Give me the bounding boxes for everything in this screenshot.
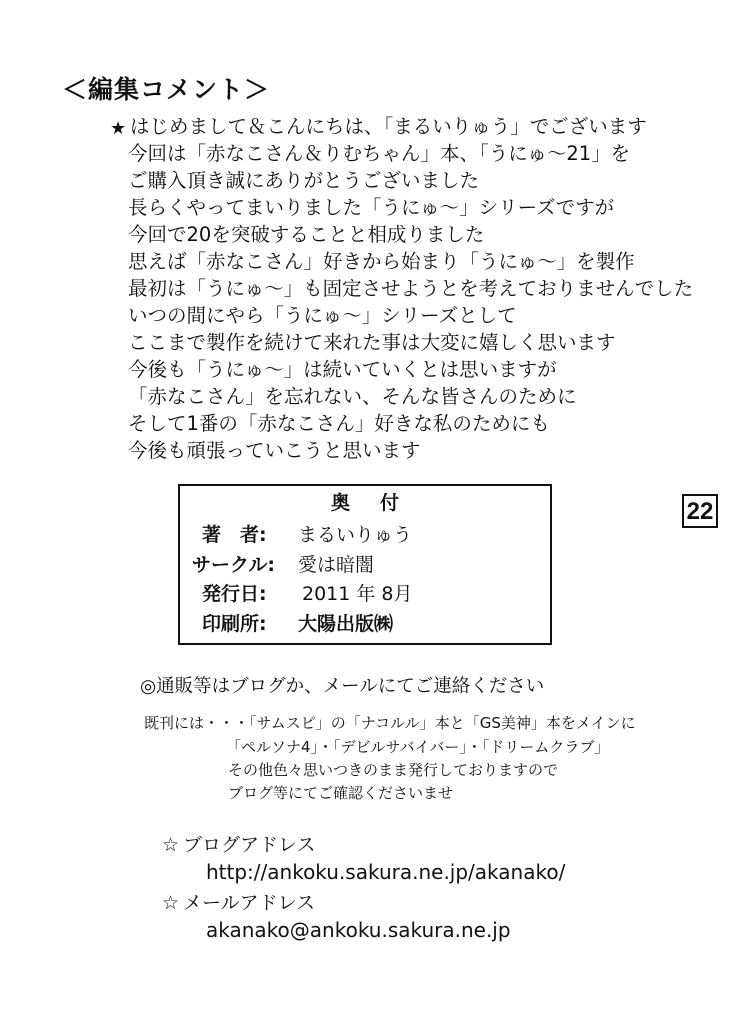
comment-line: ご購入頂き誠にありがとうございました [128,169,480,192]
page-number: 22 [682,494,718,528]
contact-note: ◎通販等はブログか、メールにてご連絡ください [140,676,545,697]
circle-value: 愛は暗闇 [298,554,375,576]
author-label: 著 者: [202,524,267,546]
comment-line: 今後も頑張っていこうと思います [128,439,421,462]
comment-line: はじめまして＆こんにちは、「まるいりゅう」でございます [130,115,647,138]
comment-line: そして1番の「赤なこさん」好きな私のためにも [128,412,550,435]
comment-line: 「赤なこさん」を忘れない、そんな皆さんのために [128,385,577,408]
printer-label: 印刷所: [202,613,267,635]
colophon-title: 奥付 [330,492,429,514]
comment-line: 長らくやってまいりました「うにゅ～」シリーズですが [128,196,615,219]
blog-label: ブログアドレス [183,834,316,856]
blog-heading [162,830,315,857]
comment-line: 最初は「うにゅ～」も固定させようとを考えておりませんでした [128,277,694,300]
printer-value: 大陽出版㈱ [298,613,394,635]
date-value: 2011 年 8月 [302,583,413,605]
star-icon: ★ [110,118,127,139]
author-value: まるいりゅう [298,524,413,546]
circle-label: サークル: [192,554,276,576]
mail-label: メールアドレス [183,892,316,914]
note-line: ブログ等にてご確認くださいませ [228,784,454,802]
blog-url-link[interactable]: http://ankoku.sakura.ne.jp/akanako/ [206,860,566,884]
comment-line: ここまで製作を続けて来れた事は大変に嬉しく思います [128,331,616,354]
colophon-box [178,484,552,645]
comment-line: 思えば「赤なこさん」好きから始まり「うにゅ～」を製作 [128,250,635,273]
note-line: 「ペルソナ4」・「デビルサバイバー」・「ドリームクラブ」 [226,738,610,756]
note-line: 既刊には・・・「サムスピ」の「ナコルル」本と「GS美神」本をメインに [144,714,636,732]
mail-heading [162,888,315,915]
date-label: 発行日: [202,583,267,605]
page-title: ＜編集コメント＞ [62,75,271,104]
mail-address-link[interactable]: akanako@ankoku.sakura.ne.jp [206,918,511,942]
comment-line: 今回で20を突破することと相成りました [128,223,485,246]
outline-star-icon: ☆ [162,834,180,856]
note-line: その他色々思いつきのまま発行しておりますので [228,761,559,779]
comment-line: 今後も「うにゅ～」は続いていくとは思いますが [128,358,557,381]
comment-line: いつの間にやら「うにゅ～」シリーズとして [128,304,517,327]
outline-star-icon: ☆ [162,892,180,914]
comment-line: 今回は「赤なこさん＆りむちゃん」本、「うにゅ～21」を [128,142,631,165]
